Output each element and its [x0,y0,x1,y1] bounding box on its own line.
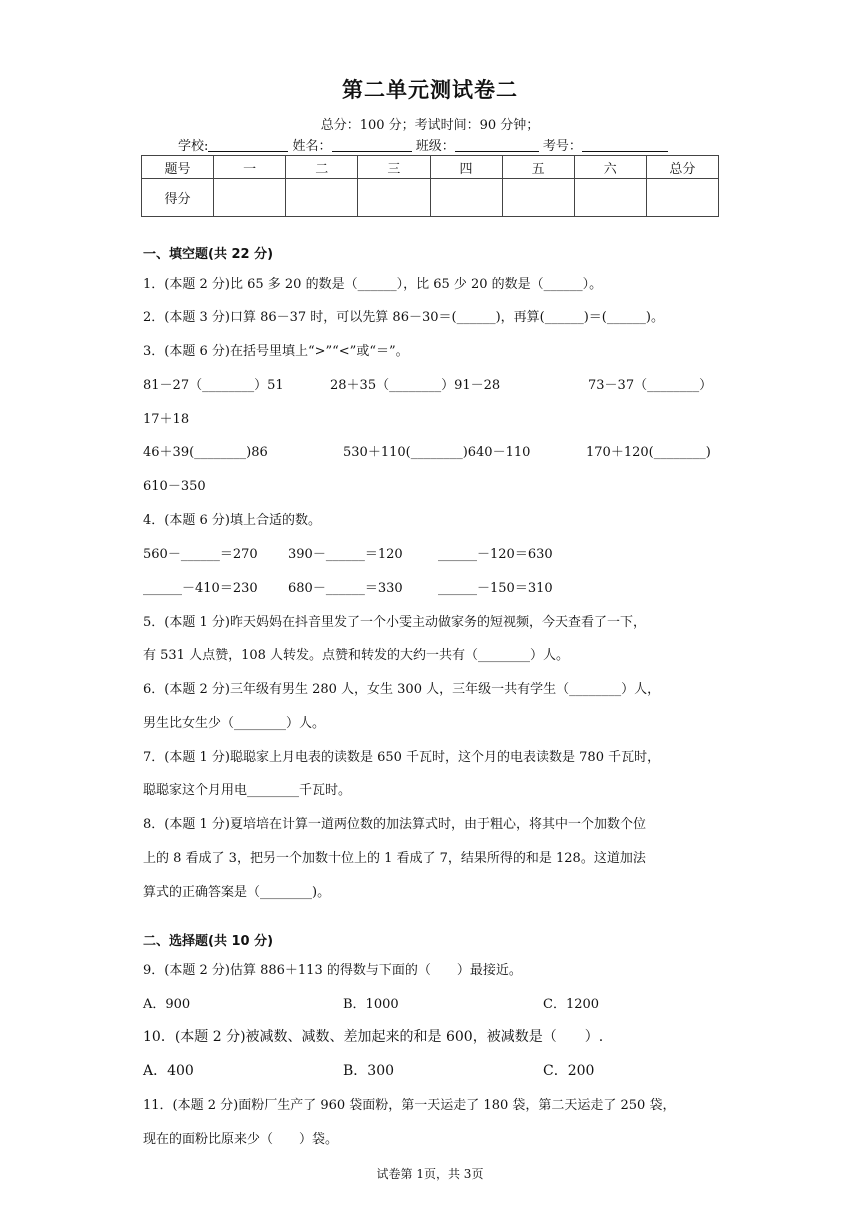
score-cell[interactable] [214,179,286,217]
score-header-cell: 六 [574,156,646,179]
comparison-item: 73－37（________） [588,378,713,393]
question-line: 上的 8 看成了 3，把另一个加数十位上的 1 看成了 7，结果所得的和是 128。这道加法 [143,851,646,866]
question-line: 男生比女生少（________）人。 [143,716,326,731]
question-line: 8．(本题 1 分)夏培培在计算一道两位数的加法算式时，由于粗心，将其中一个加数个位 [143,817,646,832]
section-title: 一、填空题(共 22 分) [143,247,274,262]
number-label: 考号： [542,139,582,154]
fill-item: 390－______＝120 [288,547,403,562]
score-cell[interactable] [574,179,646,217]
score-header-cell: 二 [286,156,358,179]
question-line: 现在的面粉比原来少（ ）袋。 [143,1132,339,1147]
score-table-header-row [142,156,719,179]
question-line: 7．(本题 1 分)聪聪家上月电表的读数是 650 千瓦时，这个月的电表读数是 780 千瓦时， [143,750,661,765]
fill-item: 560－______＝270 [143,547,258,562]
school-label: 学校: [178,139,209,154]
score-header-cell: 四 [430,156,502,179]
question-line: 有 531 人点赞，108 人转发。点赞和转发的大约一共有（________）人。 [143,648,570,663]
student-info-line [178,135,668,154]
comparison-item-wrap: 17＋18 [143,412,190,427]
question-line: 11．(本题 2 分)面粉厂生产了 960 袋面粉，第一天运走了 180 袋，第二天运走了 250 袋， [143,1098,676,1113]
option-c[interactable]: C．200 [543,1063,595,1079]
comparison-item: 170＋120(________) [586,445,711,460]
option-b[interactable]: B．300 [343,1063,395,1079]
score-header-cell: 一 [214,156,286,179]
question-line: 聪聪家这个月用电________千瓦时。 [143,783,352,798]
score-row-label: 得分 [142,179,214,217]
name-label: 姓名： [292,139,332,154]
class-label: 班级： [415,139,455,154]
number-field[interactable] [582,138,668,152]
question-line: 9．(本题 2 分)估算 886＋113 的得数与下面的（ ）最接近。 [143,963,522,978]
question-line: 3．(本题 6 分)在括号里填上“>”“<”或“＝”。 [143,344,409,359]
question-line: 4．(本题 6 分)填上合适的数。 [143,513,321,528]
exam-meta: 总分：100 分；考试时间：90 分钟； [320,118,540,133]
question-line: 6．(本题 2 分)三年级有男生 280 人，女生 300 人，三年级一共有学生（________）人， [143,682,661,697]
comparison-item: 81－27（________）51 [143,378,284,393]
fill-item: 680－______＝330 [288,581,403,596]
question-line: 1．(本题 2 分)比 65 多 20 的数是（______），比 65 少 20 的数是（______）。 [143,277,603,292]
fill-item: ______－150＝310 [438,581,553,596]
score-header-cell: 五 [502,156,574,179]
score-cell[interactable] [286,179,358,217]
name-field[interactable] [332,138,412,152]
section-title: 二、选择题(共 10 分) [143,934,274,949]
school-field[interactable] [208,138,288,152]
score-header-cell: 题号 [142,156,214,179]
score-table [141,155,719,217]
score-cell[interactable] [430,179,502,217]
page-footer: 试卷第 1页，共 3页 [376,1167,484,1181]
question-line: 算式的正确答案是（________)。 [143,885,331,900]
comparison-item: 28＋35（________）91－28 [330,378,501,393]
option-a[interactable]: A．400 [143,1063,194,1079]
option-c[interactable]: C．1200 [543,997,600,1012]
fill-item: ______－120＝630 [438,547,553,562]
question-line: 5．(本题 1 分)昨天妈妈在抖音里发了一个小雯主动做家务的短视频，今天查看了一下， [143,615,646,630]
comparison-item: 46＋39(________)86 [143,445,268,460]
fill-item: ______－410＝230 [143,581,258,596]
question-line: 10．(本题 2 分)被减数、减数、差加起来的和是 600，被减数是（ ）. [143,1029,604,1045]
score-cell[interactable] [358,179,430,217]
comparison-item-wrap: 610－350 [143,479,206,494]
score-header-cell: 三 [358,156,430,179]
class-field[interactable] [455,138,539,152]
question-line: 2．(本题 3 分)口算 86－37 时，可以先算 86－30＝(______)，再算(______)＝(______)。 [143,310,664,325]
option-b[interactable]: B．1000 [343,997,399,1012]
score-header-cell: 总分 [646,156,718,179]
page-title: 第二单元测试卷二 [342,78,518,102]
comparison-item: 530＋110(________)640－110 [343,445,531,460]
score-table-score-row [142,179,719,217]
score-cell[interactable] [502,179,574,217]
score-cell[interactable] [646,179,718,217]
option-a[interactable]: A．900 [143,997,191,1012]
